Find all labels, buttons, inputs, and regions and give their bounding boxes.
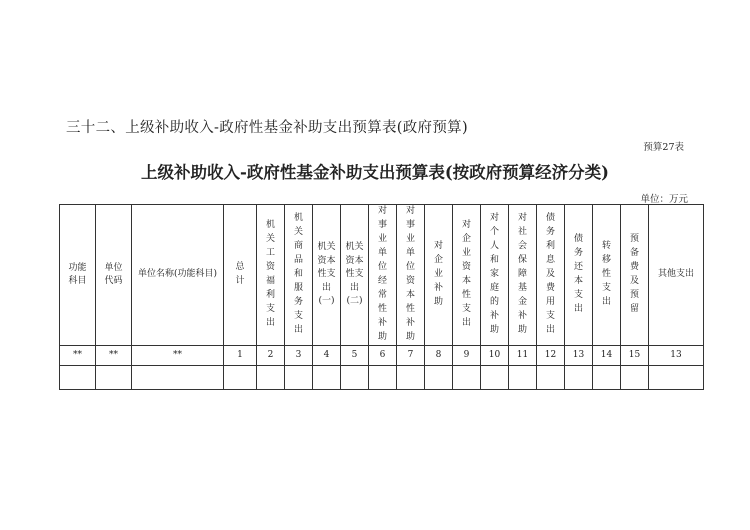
empty-cell <box>224 366 257 390</box>
index-cell: ** <box>60 346 96 366</box>
header-other: 其他支出 <box>649 205 704 346</box>
header-col-11: 债务利息及费用支出 <box>537 205 565 346</box>
empty-cell <box>60 366 96 390</box>
table-number: 预算27表 <box>643 142 684 153</box>
header-col-5: 对事业单位经常性补助 <box>369 205 397 346</box>
index-cell: ** <box>96 346 132 366</box>
empty-cell <box>96 366 132 390</box>
empty-cell <box>565 366 593 390</box>
unit-label: 单位：万元 <box>640 194 688 205</box>
index-cell: 10 <box>481 346 509 366</box>
header-row <box>60 205 704 346</box>
header-col-10: 对社会保障基金补助 <box>509 205 537 346</box>
empty-cell <box>481 366 509 390</box>
index-cell: 15 <box>621 346 649 366</box>
header-total: 总计 <box>224 205 257 346</box>
empty-cell <box>341 366 369 390</box>
header-unit-name: 单位名称(功能科目) <box>132 205 224 346</box>
table-title: 上级补助收入-政府性基金补助支出预算表(按政府预算经济分类) <box>141 163 609 182</box>
index-cell: 8 <box>425 346 453 366</box>
header-unit-code: 单位代码 <box>96 205 132 346</box>
empty-cell <box>285 366 313 390</box>
header-function-code: 功能科目 <box>60 205 96 346</box>
empty-cell <box>537 366 565 390</box>
index-cell: 1 <box>224 346 257 366</box>
index-row <box>60 346 704 366</box>
data-row <box>60 366 704 390</box>
header-col-1: 机关工资福利支出 <box>257 205 285 346</box>
header-col-2: 机关商品和服务支出 <box>285 205 313 346</box>
budget-table <box>59 204 704 390</box>
index-cell: 11 <box>509 346 537 366</box>
empty-cell <box>453 366 481 390</box>
header-col-6: 对事业单位资本性补助 <box>397 205 425 346</box>
empty-cell <box>132 366 224 390</box>
index-cell: 13 <box>565 346 593 366</box>
index-cell: 12 <box>537 346 565 366</box>
index-cell: 13 <box>649 346 704 366</box>
empty-cell <box>257 366 285 390</box>
empty-cell <box>425 366 453 390</box>
header-col-7: 对企业补助 <box>425 205 453 346</box>
empty-cell <box>621 366 649 390</box>
header-col-12: 债务还本支出 <box>565 205 593 346</box>
header-col-3: 机关资本性支出 (一) <box>313 205 341 346</box>
index-cell: 6 <box>369 346 397 366</box>
empty-cell <box>397 366 425 390</box>
index-cell: 3 <box>285 346 313 366</box>
index-cell: 9 <box>453 346 481 366</box>
index-cell: ** <box>132 346 224 366</box>
section-heading: 三十二、上级补助收入-政府性基金补助支出预算表(政府预算) <box>66 120 468 136</box>
header-col-9: 对个人和家庭的补助 <box>481 205 509 346</box>
header-col-14: 预备费及预留 <box>621 205 649 346</box>
empty-cell <box>313 366 341 390</box>
empty-cell <box>369 366 397 390</box>
empty-cell <box>593 366 621 390</box>
header-col-4: 机关资本性支出 (二) <box>341 205 369 346</box>
empty-cell <box>509 366 537 390</box>
header-col-8: 对企业资本性支出 <box>453 205 481 346</box>
index-cell: 7 <box>397 346 425 366</box>
index-cell: 2 <box>257 346 285 366</box>
index-cell: 14 <box>593 346 621 366</box>
index-cell: 5 <box>341 346 369 366</box>
index-cell: 4 <box>313 346 341 366</box>
header-col-13: 转移性支出 <box>593 205 621 346</box>
empty-cell <box>649 366 704 390</box>
